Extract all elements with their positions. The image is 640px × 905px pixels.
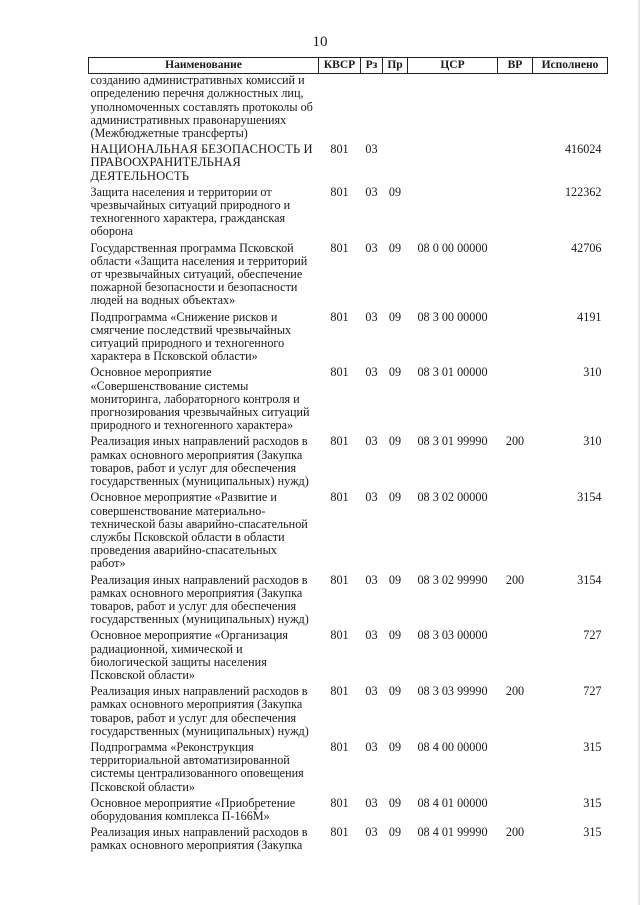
row-csr: 08 3 01 99990 (417, 434, 488, 449)
row-kvsr: 801 (330, 739, 349, 754)
row-rz: 03 (365, 240, 378, 255)
row-vr (498, 186, 533, 242)
row-rz: 03 (365, 628, 378, 643)
row-pr: 09 (388, 365, 402, 380)
row-executed: 4191 (577, 309, 602, 324)
row-csr: 08 3 02 00000 (417, 490, 488, 505)
row-kvsr: 801 (330, 184, 349, 199)
row-csr: 08 3 03 00000 (417, 628, 488, 643)
row-name: Реализация иных направлений расходов в рамках основного мероприятия (Закупка товаров, работ и услуг для обеспечения государственных (муниципальных) нужд) (90, 684, 309, 738)
row-csr: 08 0 00 00000 (417, 240, 488, 255)
row-pr: 09 (388, 739, 402, 754)
table-row (89, 242, 608, 311)
row-pr: 09 (388, 434, 402, 449)
header-name: Наименование (89, 58, 319, 74)
row-vr (498, 491, 533, 573)
row-executed: 3154 (577, 572, 602, 587)
row-rz: 03 (365, 309, 378, 324)
row-rz: 03 (365, 572, 378, 587)
row-rz: 03 (365, 684, 378, 699)
row-name: Основное мероприятие «Приобретение оборудования комплекса П-166М» (90, 795, 296, 823)
row-executed: 315 (583, 795, 602, 810)
table-row (89, 186, 608, 242)
row-executed: 3154 (577, 490, 602, 505)
row-pr (383, 143, 408, 186)
table-header-row (89, 58, 608, 74)
table-row (89, 574, 608, 630)
row-vr (498, 311, 533, 367)
row-kvsr: 801 (330, 572, 349, 587)
row-kvsr: 801 (330, 240, 349, 255)
table-row (89, 629, 608, 685)
budget-execution-table (88, 57, 608, 856)
table-row (89, 741, 608, 797)
row-vr: 200 (505, 572, 525, 587)
row-kvsr: 801 (330, 309, 349, 324)
row-vr (498, 741, 533, 797)
row-csr: 08 3 03 99990 (417, 684, 488, 699)
row-name: Подпрограмма «Снижение рисков и смягчение последствий чрезвычайных ситуаций природного и техногенного характера в Псковской области» (90, 309, 292, 364)
row-executed: 727 (583, 628, 602, 643)
row-name: Основное мероприятие «Совершенствование системы мониторинга, лабораторного контроля и прогнозирования чрезвычайных ситуаций природного и техногенного характера» (90, 365, 310, 433)
row-csr: 08 4 00 00000 (417, 739, 488, 754)
table-row (89, 491, 608, 573)
row-rz: 03 (365, 365, 378, 380)
row-csr (408, 143, 498, 186)
page-number: 10 (312, 34, 328, 50)
table-row (89, 435, 608, 491)
row-executed: 315 (583, 825, 602, 840)
row-executed: 727 (583, 684, 602, 699)
row-rz (361, 74, 383, 144)
row-executed: 315 (583, 739, 602, 754)
header-executed: Исполнено (533, 58, 608, 74)
table-row (89, 74, 608, 144)
header-pr: Пр (383, 58, 408, 74)
row-pr (383, 74, 408, 144)
row-csr (408, 186, 498, 242)
row-executed: 122362 (564, 184, 602, 199)
table-row (89, 366, 608, 435)
table-row (89, 685, 608, 741)
table-row (89, 311, 608, 367)
row-vr (498, 629, 533, 685)
row-executed: 310 (583, 365, 602, 380)
row-vr: 200 (505, 684, 525, 699)
row-pr: 09 (388, 572, 402, 587)
row-pr: 09 (388, 240, 402, 255)
row-rz: 03 (365, 739, 378, 754)
row-name: Защита населения и территории от чрезвычайных ситуаций природного и техногенного характера, гражданская оборона (90, 184, 291, 239)
table-row (89, 826, 608, 855)
table-row (89, 797, 608, 826)
row-executed: 310 (583, 434, 602, 449)
row-pr: 09 (388, 184, 402, 199)
header-csr: ЦСР (408, 58, 498, 74)
row-kvsr: 801 (330, 142, 349, 157)
row-csr: 08 3 00 00000 (417, 309, 488, 324)
row-rz: 03 (365, 434, 378, 449)
row-name: созданию административных комиссий и определению перечня должностных лиц, уполномоченных составлять протоколы об административных правонарушениях (Межбюджетные трансферты) (90, 73, 313, 141)
row-vr (498, 797, 533, 826)
row-vr: 200 (505, 434, 525, 449)
row-csr: 08 4 01 99990 (417, 825, 488, 840)
row-kvsr: 801 (330, 825, 349, 840)
row-kvsr: 801 (330, 684, 349, 699)
row-vr (498, 143, 533, 186)
row-csr: 08 3 01 00000 (417, 365, 488, 380)
row-kvsr: 801 (330, 795, 349, 810)
header-kvsr: КВСР (319, 58, 361, 74)
row-name: Реализация иных направлений расходов в рамках основного мероприятия (Закупка (90, 825, 308, 853)
row-vr: 200 (505, 825, 525, 840)
row-name: Подпрограмма «Реконструкция территориальной автоматизированной системы централизованного оповещения Псковской области» (90, 739, 304, 794)
row-rz: 03 (365, 825, 378, 840)
row-pr: 09 (388, 795, 402, 810)
row-vr (498, 366, 533, 435)
row-rz: 03 (365, 490, 378, 505)
row-name: Основное мероприятие «Развитие и совершенствование материально-технической базы аварийно-спасательной службы Псковской области в области проведения аварийно-спасательных работ» (90, 490, 308, 571)
row-name: Реализация иных направлений расходов в рамках основного мероприятия (Закупка товаров, работ и услуг для обеспечения государственных (муниципальных) нужд) (90, 572, 309, 627)
row-kvsr: 801 (330, 490, 349, 505)
row-kvsr: 801 (330, 365, 349, 380)
row-name: НАЦИОНАЛЬНАЯ БЕЗОПАСНОСТЬ И ПРАВООХРАНИТЕЛЬНАЯ ДЕЯТЕЛЬНОСТЬ (90, 142, 313, 183)
row-vr (498, 242, 533, 311)
row-kvsr: 801 (330, 628, 349, 643)
row-rz: 03 (365, 795, 378, 810)
row-kvsr (319, 74, 361, 144)
header-vr: ВР (498, 58, 533, 74)
row-rz: 03 (365, 184, 378, 199)
row-executed: 42706 (571, 240, 602, 255)
row-kvsr: 801 (330, 434, 349, 449)
row-pr: 09 (388, 309, 402, 324)
row-pr: 09 (388, 628, 402, 643)
row-pr: 09 (388, 825, 402, 840)
table-row (89, 143, 608, 186)
row-executed: 416024 (564, 142, 602, 157)
header-rz: Рз (361, 58, 383, 74)
row-csr (408, 74, 498, 144)
row-rz: 03 (365, 142, 378, 157)
row-name: Государственная программа Псковской области «Защита населения и территорий от чрезвычайных ситуаций, обеспечение пожарной безопасности и безопасности людей на водных объектах» (90, 240, 308, 308)
row-vr (498, 74, 533, 144)
row-csr: 08 3 02 99990 (417, 572, 488, 587)
row-pr: 09 (388, 490, 402, 505)
row-executed (533, 74, 608, 144)
row-pr: 09 (388, 684, 402, 699)
row-csr: 08 4 01 00000 (417, 795, 488, 810)
row-name: Основное мероприятие «Организация радиационной, химической и биологической защиты населения Псковской области» (90, 628, 288, 682)
row-name: Реализация иных направлений расходов в рамках основного мероприятия (Закупка товаров, работ и услуг для обеспечения государственных (муниципальных) нужд) (90, 434, 309, 489)
